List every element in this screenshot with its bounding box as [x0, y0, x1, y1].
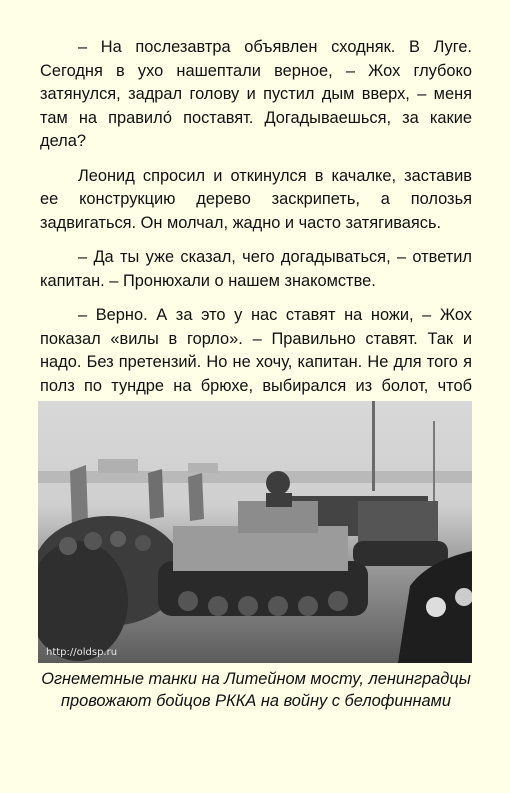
- caption-line-2: провожают бойцов РККА на войну с белофиннами: [60, 692, 451, 710]
- photo-watermark: http://oldsp.ru: [46, 647, 118, 658]
- paragraph-2: Леонид спросил и откинулся в качалке, заставив ее конструкцию дерево заскрипеть, а полозья задвигаться. Он молчал, жадно и часто затягиваясь.: [40, 166, 472, 232]
- paragraph-4: – Верно. А за это у нас ставят на ножи, – Жох показал «вилы в горло». – Правильно ставят. Так и надо. Без претензий. Но не хочу, капитан. Не для того я полз по тундре на брюхе, выбирался из болот, чтоб: [40, 306, 472, 395]
- text-block: [40, 36, 472, 433]
- tank-photo: [38, 401, 472, 663]
- photo-illustration: [38, 401, 472, 663]
- photo-caption: [40, 668, 472, 712]
- paragraph-1: – На послезавтра объявлен сходняк. В Луге. Сегодня в ухо нашептали верное, – Жох глубоко затянулся, задрал голову и пустил дым вверх, – меня там на правило́ поставят. Догадываешься, за какие дела?: [40, 38, 472, 150]
- caption-line-1: Огнеметные танки на Литейном мосту, ленинградцы: [41, 670, 471, 688]
- paragraph-3: – Да ты уже сказал, чего догадываться, – ответил капитан. – Пронюхали о нашем знакомстве.: [40, 248, 472, 290]
